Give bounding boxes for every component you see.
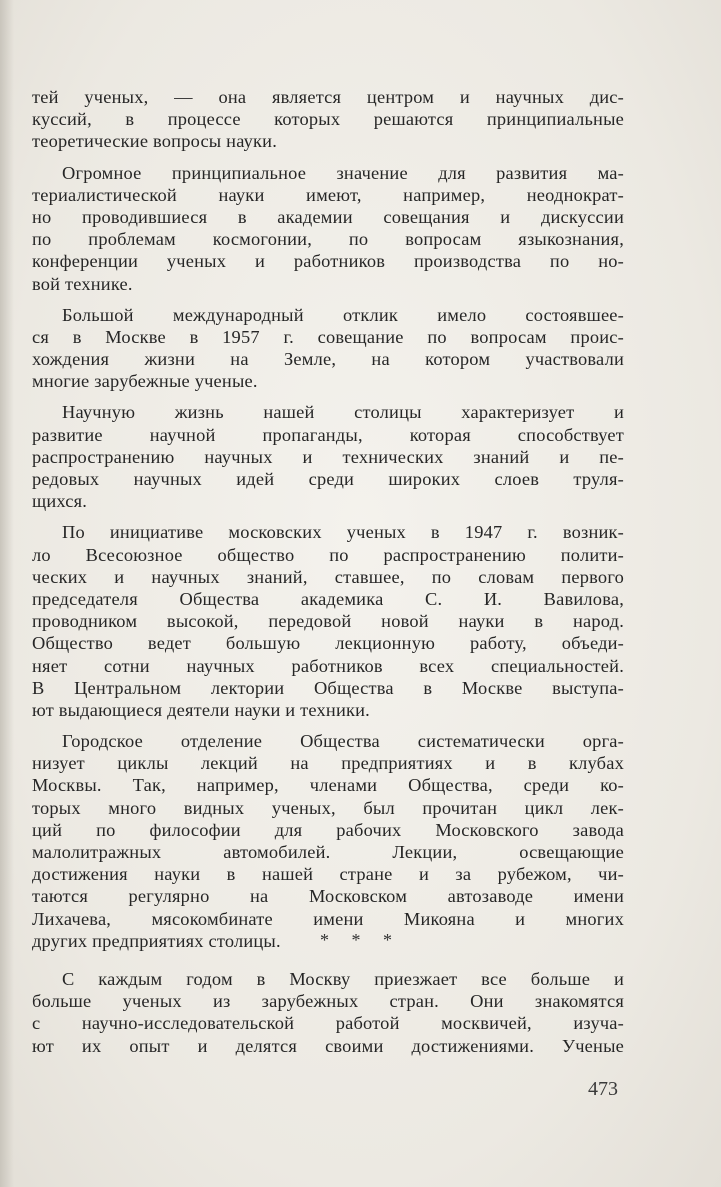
text-line: ют выдающиеся деятели науки и техники. [32,699,370,720]
text-line: ся в Москве в 1957 г. совещание по вопросам проис- [32,326,624,347]
text-line: ло Всесоюзное общество по распространению полити- [32,544,624,565]
section-separator: * * * [320,930,401,950]
text-line: председателя Общества академика С. И. Вавилова, [32,588,624,609]
page-number: 473 [588,1078,618,1100]
text-line: проводником высокой, передовой новой науки в народ. [32,611,624,632]
continuation-text-block [32,968,624,1066]
text-line: няет сотни научных работников всех специальностей. [32,655,624,676]
text-line: малолитражных автомобилей. Лекции, освещающие [32,842,624,862]
paragraph [32,304,624,393]
text-line: конференции ученых и работников производства по но- [32,251,624,272]
text-line: териалистической науки имеют, например, неоднократ- [32,184,624,205]
text-line: хождения жизни на Земле, на котором участвовали [32,349,624,370]
text-line: Москвы. Так, например, членами Общества, среди ко- [32,775,624,796]
text-line: таются регулярно на Московском автозаводе имени [32,886,624,907]
text-line: С каждым годом в Москву приезжает все больше и [62,969,624,989]
text-line: Городское отделение Общества систематически орга- [62,731,624,752]
text-line: многие зарубежные ученые. [32,371,258,392]
paragraph [32,401,624,512]
text-line: щихся. [32,491,88,512]
paragraph [32,162,624,295]
text-line: ций по философии для рабочих Московского завода [32,819,624,840]
text-line: но проводившиеся в академии совещания и дискуссии [32,206,624,227]
text-line: В Центральном лектории Общества в Москве выступа- [32,677,624,698]
text-line: больше ученых из зарубежных стран. Они знакомятся [32,991,624,1012]
text-line: ческих и научных знаний, ставшее, по словам первого [32,566,624,587]
text-line: Научную жизнь нашей столицы характеризует и [62,402,624,423]
text-line: теоретические вопросы науки. [32,131,278,152]
paragraph [32,730,624,952]
text-line: других предприятиях столицы. [32,930,281,951]
text-line: развитие научной пропаганды, которая способствует [32,424,624,445]
text-line: Огромное принципиальное значение для развития ма- [62,162,624,183]
text-line: куссий, в процессе которых решаются принципиальные [32,109,624,130]
text-line: редовых научных идей среди широких слоев труля- [32,469,624,489]
text-line: Большой международный отклик имело состоявшее- [62,304,624,325]
text-line: по проблемам космогонии, по вопросам языкознания, [32,229,624,250]
text-line: достижения науки в нашей стране и за рубежом, чи- [32,864,624,885]
page-gutter-shadow [0,0,14,1187]
text-line: По инициативе московских ученых в 1947 г. возник- [62,522,624,543]
paragraph [32,521,624,721]
text-line: ют их опыт и делятся своими достижениями. Ученые [32,1035,624,1056]
text-line: с научно-исследовательской работой москвичей, изуча- [32,1013,624,1034]
text-line: Общество ведет большую лекционную работу, объеди- [32,633,624,654]
paragraph [32,86,624,153]
text-line: торых много видных ученых, был прочитан цикл лек- [32,797,624,818]
paragraph [32,968,624,1057]
text-line: низует циклы лекций на предприятиях и в клубах [32,753,624,774]
text-line: распространению научных и технических знаний и пе- [32,446,624,467]
text-line: тей ученых, — она является центром и научных дис- [32,87,624,107]
text-line: Лихачева, мясокомбинате имени Микояна и многих [32,908,624,929]
text-line: вой технике. [32,273,133,294]
main-text-block [32,86,624,961]
